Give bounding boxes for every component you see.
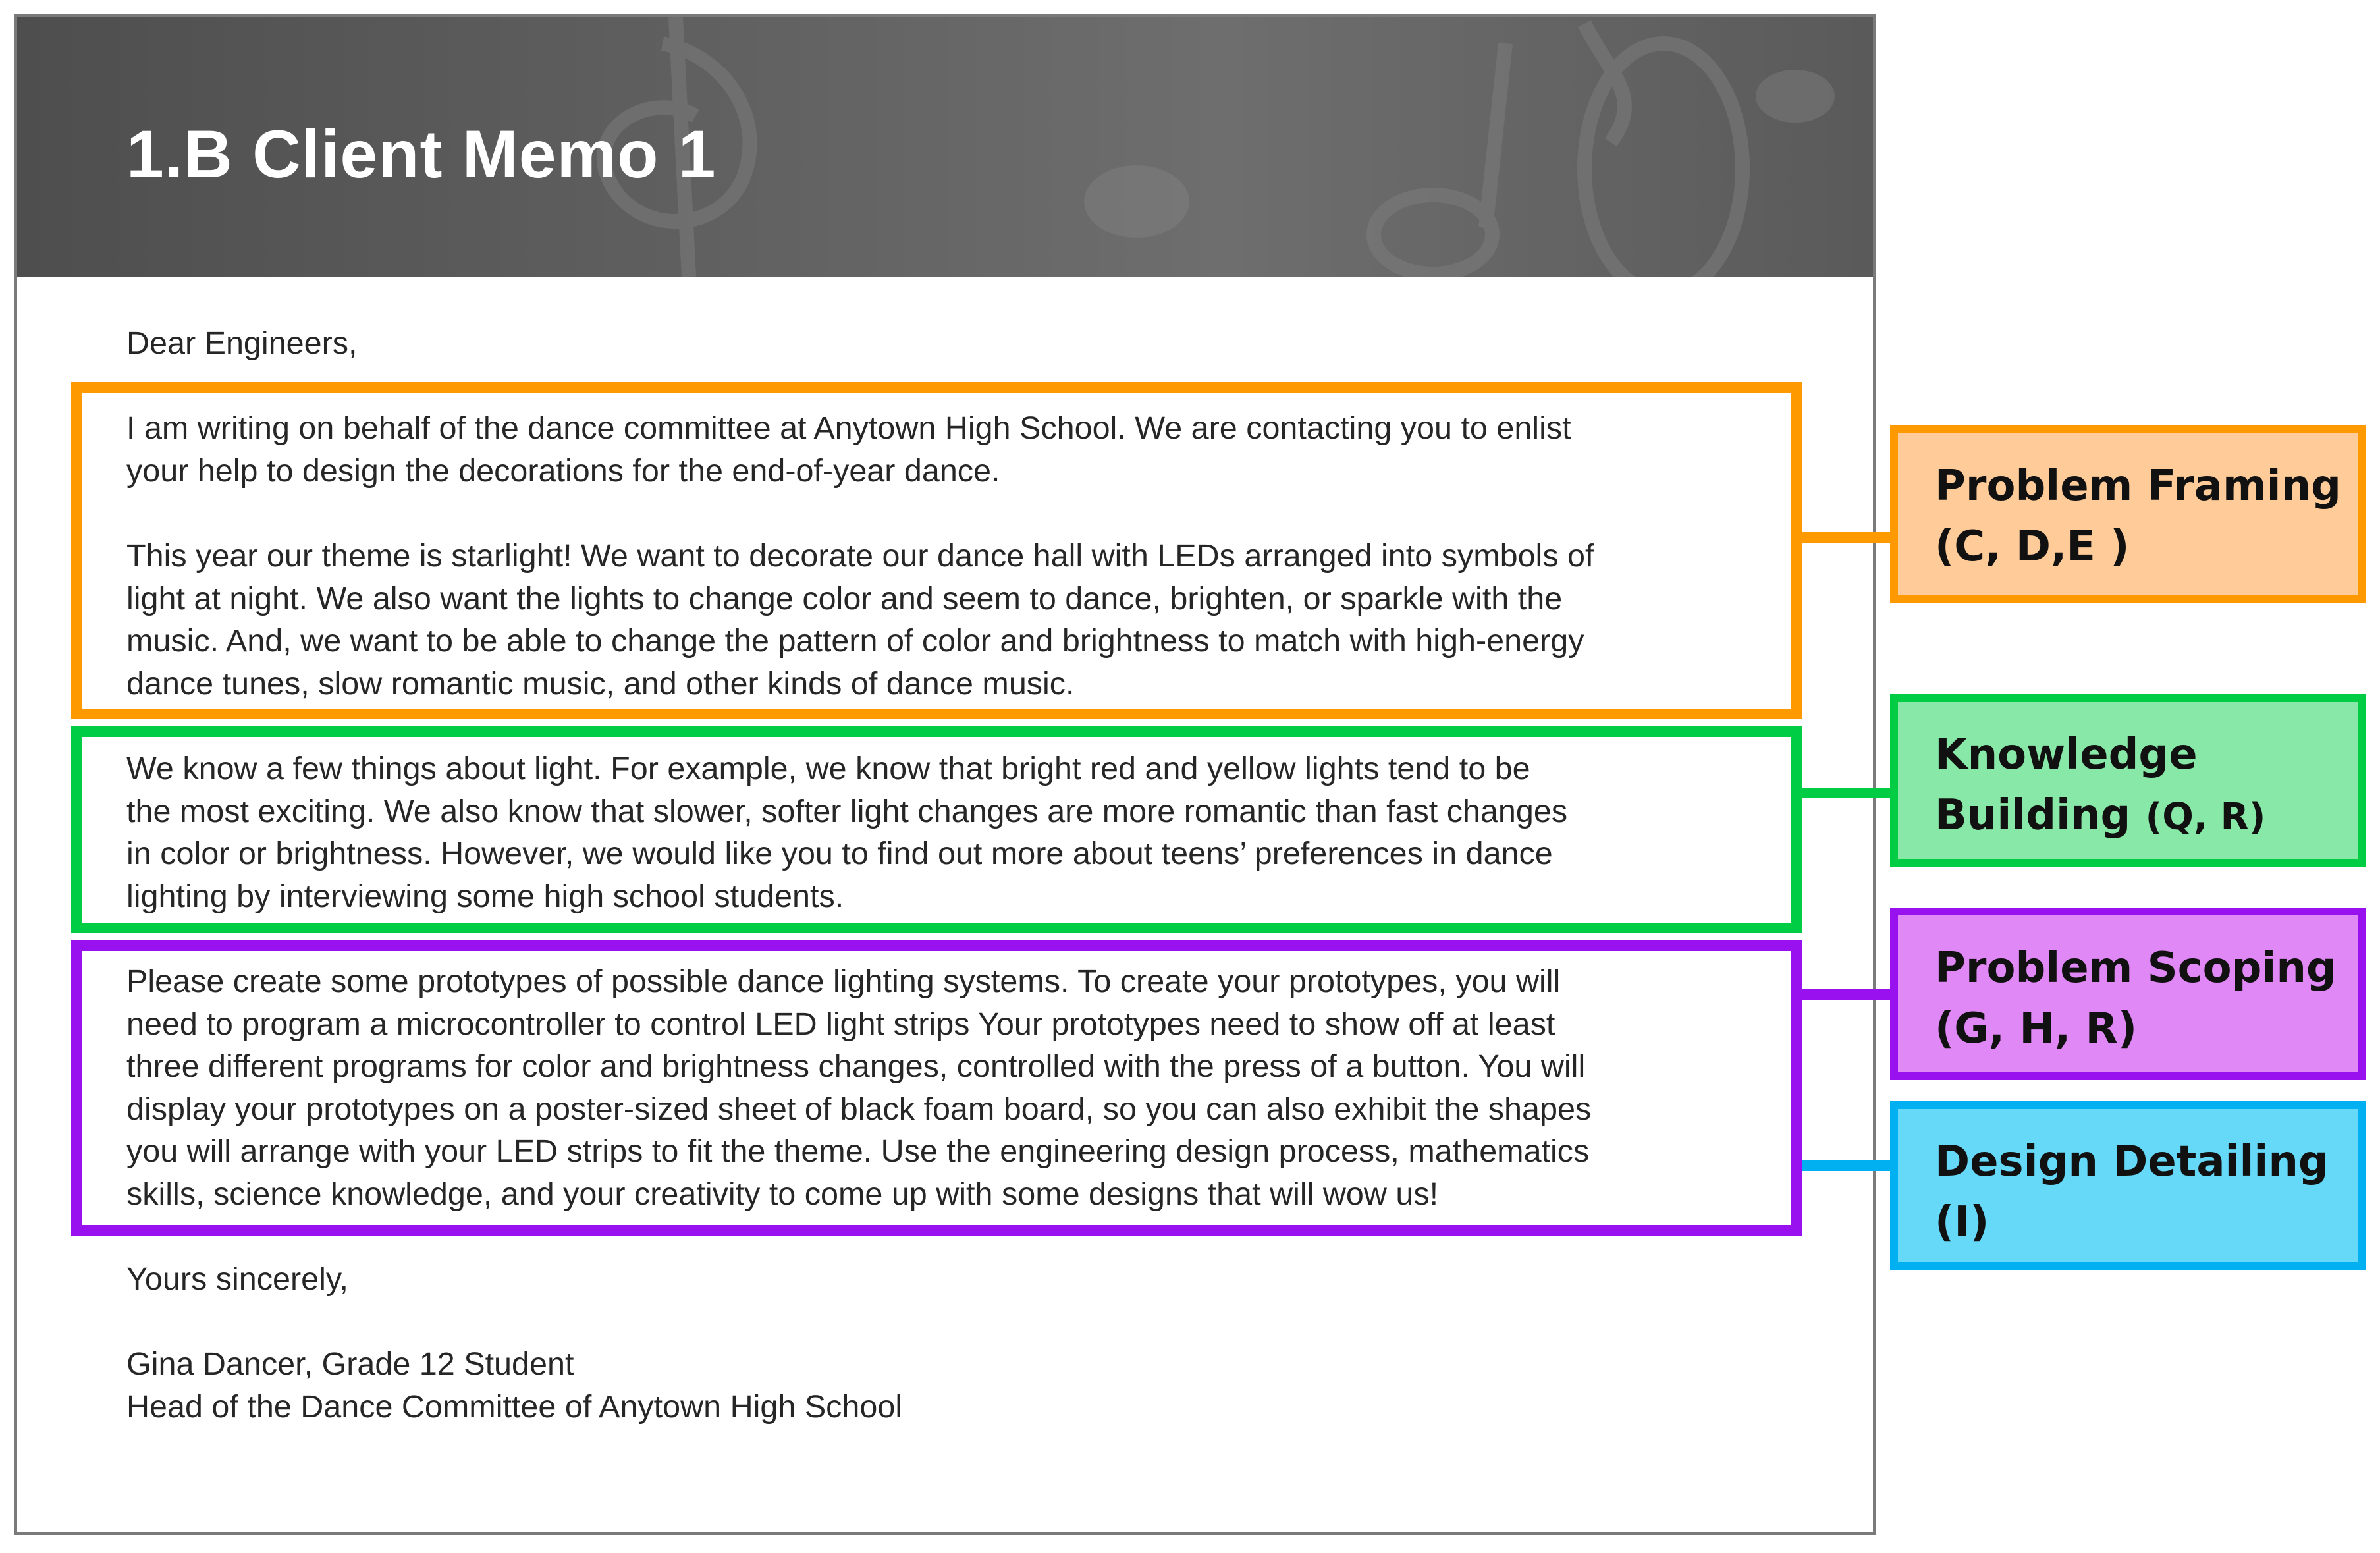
problem-framing-label: [1890, 425, 2366, 603]
memo-text-line: skills, science knowledge, and your creativity to come up with some designs that will wow us!: [126, 1176, 1439, 1212]
design-detailing-label: [1890, 1101, 2366, 1270]
knowledge-building-label-main: Building: [1935, 791, 2131, 840]
signature-title: Head of the Dance Committee of Anytown High School: [126, 1388, 903, 1425]
knowledge-building-label-line2: [1935, 785, 2358, 848]
memo-text-line: light at night. We also want the lights to change color and seem to dance, brighten, or sparkle with the: [126, 580, 1563, 616]
knowledge-building-connector: [1802, 788, 1891, 798]
problem-scoping-label-line2: (G, H, R): [1935, 1004, 2138, 1053]
memo-header-banner: [17, 17, 1873, 277]
design-detailing-label-line2: (I): [1935, 1198, 1989, 1247]
knowledge-building-highlight-box: [71, 726, 1802, 933]
problem-framing-label-line1: Problem Framing: [1935, 462, 2341, 510]
problem-scoping-label: [1890, 908, 2366, 1080]
memo-text-line: you will arrange with your LED strips to fit the theme. Use the engineering design process, mathematics: [126, 1133, 1590, 1169]
memo-text-line: This year our theme is starlight! We want to decorate our dance hall with LEDs arranged into symbols of: [126, 538, 1594, 574]
memo-greeting: Dear Engineers,: [126, 325, 358, 361]
problem-scoping-highlight-box: [71, 940, 1802, 1236]
design-detailing-label-line1: Design Detailing: [1935, 1137, 2329, 1186]
memo-closing: Yours sincerely,: [126, 1261, 348, 1297]
memo-text-line: in color or brightness. However, we would like you to find out more about teens’ preferences in dance: [126, 836, 1553, 871]
memo-text-line: display your prototypes on a poster-sized sheet of black foam board, so you can also exhibit the shapes: [126, 1091, 1592, 1127]
memo-text-line: three different programs for color and brightness changes, controlled with the press of a button. You will: [126, 1049, 1586, 1084]
memo-signature: [126, 1343, 902, 1428]
memo-text-line: We know a few things about light. For example, we know that bright red and yellow lights tend to be: [126, 751, 1530, 786]
problem-scoping-label-line1: Problem Scoping: [1935, 944, 2337, 993]
problem-scoping-connector: [1802, 989, 1891, 1000]
knowledge-building-label-line1: Knowledge: [1935, 730, 2198, 779]
design-detailing-connector: [1802, 1160, 1891, 1171]
memo-text-line: lighting by interviewing some high school students.: [126, 878, 844, 914]
memo-title: 1.B Client Memo 1: [126, 117, 717, 192]
problem-framing-connector: [1802, 532, 1891, 543]
problem-framing-highlight-box: [71, 382, 1802, 719]
knowledge-building-label-codes: (Q, R): [2145, 796, 2266, 838]
problem-framing-label-line2: (C, D,E ): [1935, 522, 2130, 571]
knowledge-building-label: [1890, 694, 2366, 867]
memo-text-line: your help to design the decorations for the end-of-year dance.: [126, 452, 1000, 489]
memo-text-line: Please create some prototypes of possible dance lighting systems. To create your prototypes, you will: [126, 964, 1561, 999]
signature-name: Gina Dancer, Grade 12 Student: [126, 1346, 574, 1382]
memo-text-line: the most exciting. We also know that slower, softer light changes are more romantic than fast changes: [126, 793, 1568, 829]
memo-text-line: I am writing on behalf of the dance committee at Anytown High School. We are contacting you to enlist: [126, 410, 1571, 446]
memo-text-line: need to program a microcontroller to control LED light strips Your prototypes need to show off at least: [126, 1006, 1555, 1042]
memo-text-line: dance tunes, slow romantic music, and other kinds of dance music.: [126, 665, 1075, 701]
memo-text-line: music. And, we want to be able to change the pattern of color and brightness to match with high-energy: [126, 623, 1584, 659]
